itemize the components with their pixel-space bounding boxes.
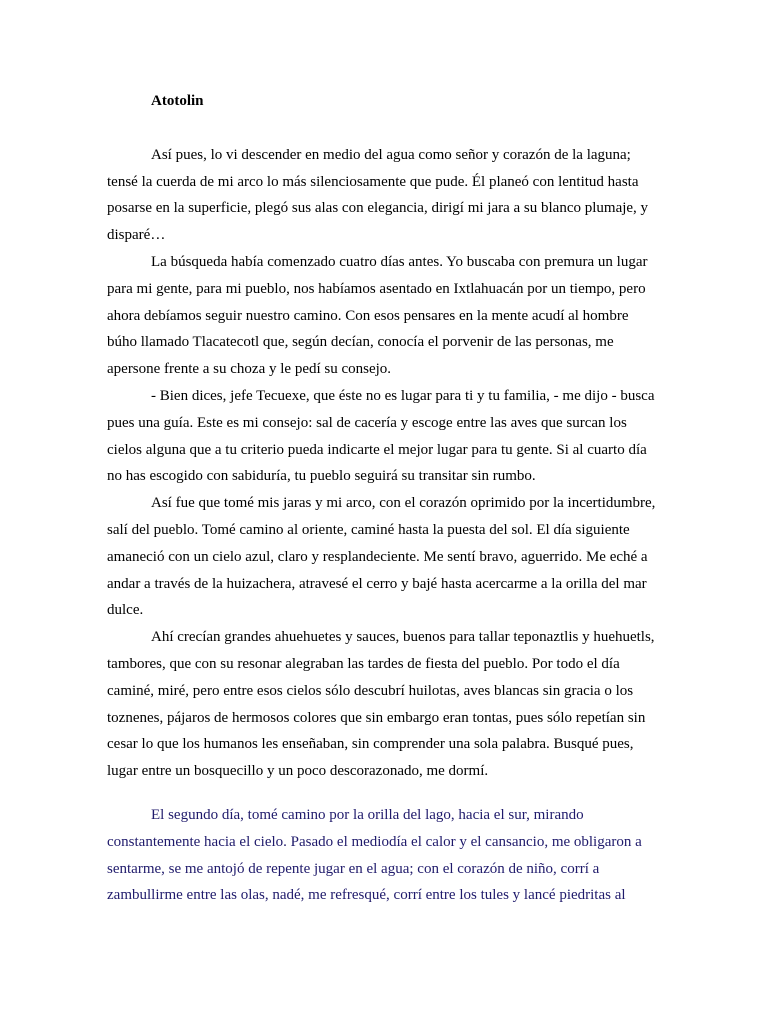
paragraph-4: Así fue que tomé mis jaras y mi arco, con el corazón oprimido por la incertidumbre, salí del pueblo. Tomé camino al oriente, caminé hasta la puesta del sol. El día siguiente amaneció con un cielo azul, claro y resplandeciente. Me sentí bravo, aguerrido. Me eché a andar a través de la huizachera, atravesé el cerro y bajé hasta acercarme a la orilla del mar dulce. [107, 495, 656, 619]
document-body [107, 88, 660, 909]
paragraph-5: Ahí crecían grandes ahuehuetes y sauces, buenos para tallar teponaztlis y huehuetls, tambores, que con su resonar alegraban las tardes de fiesta del pueblo. Por todo el día caminé, miré, pero entre esos cielos sólo descubrí huilotas, aves blancas sin gracia o los toznenes, pájaros de hermosos colores que sin embargo eran tontas, pues sólo repetían sin cesar lo que los humanos les enseñaban, sin comprender una sola palabra. Busqué pues, lugar entre un bosquecillo y un poco descorazonado, me dormí. [107, 629, 655, 780]
second-section-paragraph: El segundo día, tomé camino por la orilla del lago, hacia el sur, mirando constantemente hacia el cielo. Pasado el mediodía el calor y el cansancio, me obligaron a sentarme, se me antojó de repente jugar en el agua; con el corazón de niño, corrí a zambullirme entre las olas, nadé, me refresqué, corrí entre los tules y lancé piedritas al [107, 806, 642, 904]
paragraph-3: - Bien dices, jefe Tecuexe, que éste no es lugar para ti y tu familia, - me dijo - busca pues una guía. Este es mi consejo: sal de cacería y escoge entre las aves que surcan los cielos alguna que a tu criterio pueda indicarte el mejor lugar para tu gente. Si al cuarto día no has escogido con sabiduría, tu pueblo seguirá su transitar sin rumbo. [107, 387, 655, 485]
section-spacing [107, 785, 660, 802]
title-spacing [107, 115, 660, 142]
document-title: Atotolin [151, 93, 204, 109]
paragraph-2: La búsqueda había comenzado cuatro días antes. Yo buscaba con premura un lugar para mi gente, para mi pueblo, nos habíamos asentado en Ixtlahuacán por un tiempo, pero ahora debíamos seguir nuestro camino. Con esos pensares en la mente acudí al hombre búho llamado Tlacatecotl que, según decían, conocía el porvenir de las personas, me apersone frente a su choza y le pedí su consejo. [107, 253, 648, 378]
paragraph-1: Así pues, lo vi descender en medio del agua como señor y corazón de la laguna; tensé la cuerda de mi arco lo más silenciosamente que pude. Él planeó con lentitud hasta posarse en la superficie, plegó sus alas con elegancia, dirigí mi jara a su blanco plumaje, y disparé… [107, 146, 649, 244]
